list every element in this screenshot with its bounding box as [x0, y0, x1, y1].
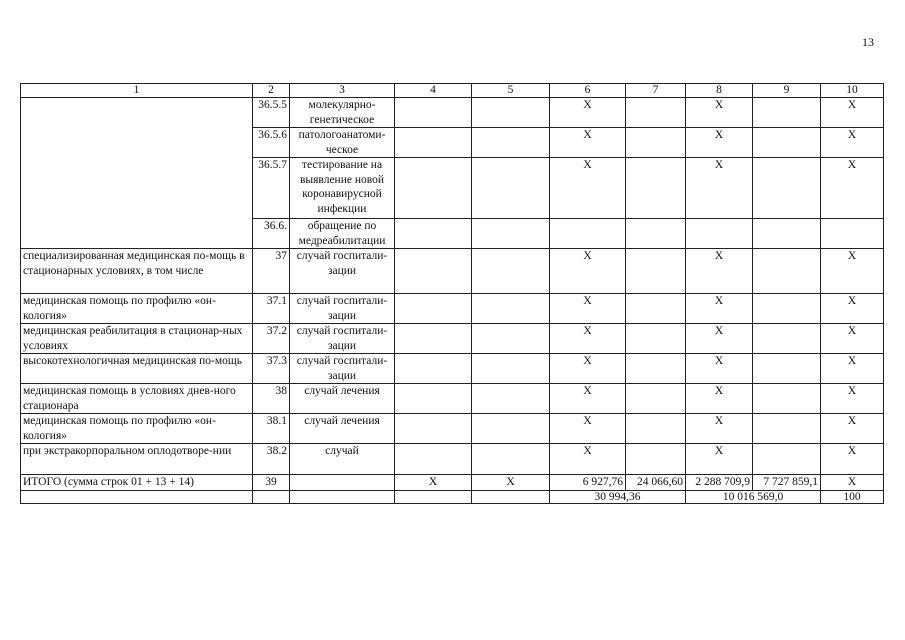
total-name: ИТОГО (сумма строк 01 + 13 + 14): [21, 475, 253, 491]
row-name: [21, 98, 253, 249]
row-c8: X: [686, 98, 753, 128]
column-header-3: 3: [290, 84, 395, 98]
total-code: 39: [253, 475, 290, 491]
row-name: специализированная медицинская по-мощь в стационарных условиях, в том числе: [21, 249, 253, 294]
row-unit: молекулярно-генетическое: [290, 98, 395, 128]
financing-table: [20, 83, 884, 504]
summary-blank-2: [253, 490, 290, 503]
column-header-1: 1: [21, 84, 253, 98]
row-unit: обращение по медреабилитации: [290, 219, 395, 249]
row-c7: [626, 294, 686, 324]
row-c6: X: [550, 249, 626, 294]
row-unit: патологоанатоми-ческое: [290, 128, 395, 158]
row-name: медицинская помощь по профилю «он-кология»: [21, 414, 253, 444]
row-c7: [626, 444, 686, 475]
table-row: [21, 414, 884, 444]
row-c8: X: [686, 294, 753, 324]
total-unit: [290, 475, 395, 491]
row-c4: [395, 249, 472, 294]
row-c5: [472, 294, 550, 324]
row-code: 37.1: [253, 294, 290, 324]
row-code: 38.2: [253, 444, 290, 475]
row-unit: случай: [290, 444, 395, 475]
row-name: медицинская помощь в условиях днев-ного стационара: [21, 384, 253, 414]
row-c4: [395, 354, 472, 384]
row-c10: X: [821, 128, 884, 158]
row-name: высокотехнологичная медицинская по-мощь: [21, 354, 253, 384]
table-row: [21, 294, 884, 324]
row-name: при экстракорпоральном оплодотворе-нии: [21, 444, 253, 475]
row-c10: X: [821, 98, 884, 128]
row-c5: [472, 384, 550, 414]
row-c9: [753, 98, 821, 128]
row-c6: X: [550, 98, 626, 128]
row-c9: [753, 219, 821, 249]
row-code: 37.3: [253, 354, 290, 384]
table-row: [21, 249, 884, 294]
row-c8: X: [686, 354, 753, 384]
total-c9: 7 727 859,1: [753, 475, 821, 491]
column-header-8: 8: [686, 84, 753, 98]
row-c7: [626, 128, 686, 158]
total-c4: X: [395, 475, 472, 491]
row-c8: [686, 219, 753, 249]
row-c6: X: [550, 294, 626, 324]
table-row: [21, 384, 884, 414]
row-c7: [626, 384, 686, 414]
row-code: 38.1: [253, 414, 290, 444]
row-c7: [626, 414, 686, 444]
table-row: [21, 444, 884, 475]
row-c10: X: [821, 354, 884, 384]
row-code: 36.5.5: [253, 98, 290, 128]
total-c7: 24 066,60: [626, 475, 686, 491]
column-header-2: 2: [253, 84, 290, 98]
summary-sum-8-9: 10 016 569,0: [686, 490, 821, 503]
row-unit: случай госпитали-зации: [290, 324, 395, 354]
row-c7: [626, 354, 686, 384]
row-name: медицинская помощь по профилю «он-кология»: [21, 294, 253, 324]
column-header-7: 7: [626, 84, 686, 98]
row-c7: [626, 249, 686, 294]
row-c5: [472, 414, 550, 444]
row-c5: [472, 249, 550, 294]
row-c5: [472, 219, 550, 249]
row-c4: [395, 294, 472, 324]
row-code: 37: [253, 249, 290, 294]
row-c6: X: [550, 444, 626, 475]
total-c10: X: [821, 475, 884, 491]
row-c6: X: [550, 324, 626, 354]
row-c8: X: [686, 444, 753, 475]
total-c6: 6 927,76: [550, 475, 626, 491]
row-c10: [821, 219, 884, 249]
row-unit: случай лечения: [290, 384, 395, 414]
total-row: [21, 475, 884, 491]
row-c6: X: [550, 128, 626, 158]
row-c4: [395, 324, 472, 354]
row-c9: [753, 324, 821, 354]
row-c5: [472, 444, 550, 475]
row-code: 36.6.: [253, 219, 290, 249]
table-row: [21, 324, 884, 354]
summary-sum-6-7: 30 994,36: [550, 490, 686, 503]
row-c4: [395, 158, 472, 219]
row-unit: тестирование на выявление новой коронавирусной инфекции: [290, 158, 395, 219]
row-c6: X: [550, 354, 626, 384]
row-c7: [626, 98, 686, 128]
row-c6: X: [550, 158, 626, 219]
row-unit: случай госпитали-зации: [290, 354, 395, 384]
row-c10: X: [821, 444, 884, 475]
row-c4: [395, 414, 472, 444]
row-c5: [472, 324, 550, 354]
column-header-4: 4: [395, 84, 472, 98]
row-c4: [395, 444, 472, 475]
row-c5: [472, 354, 550, 384]
row-c4: [395, 128, 472, 158]
table-row: [21, 354, 884, 384]
row-c5: [472, 98, 550, 128]
row-c10: X: [821, 324, 884, 354]
row-c9: [753, 354, 821, 384]
header-row: [21, 84, 884, 98]
row-c4: [395, 219, 472, 249]
row-c6: X: [550, 384, 626, 414]
row-c8: X: [686, 384, 753, 414]
row-unit: случай лечения: [290, 414, 395, 444]
row-c7: [626, 158, 686, 219]
row-c8: X: [686, 414, 753, 444]
page-number: 13: [862, 35, 874, 49]
row-c5: [472, 158, 550, 219]
row-c10: X: [821, 158, 884, 219]
row-c9: [753, 384, 821, 414]
row-c8: X: [686, 158, 753, 219]
row-unit: случай госпитали-зации: [290, 294, 395, 324]
row-code: 36.5.6: [253, 128, 290, 158]
row-c5: [472, 128, 550, 158]
total-c8: 2 288 709,9: [686, 475, 753, 491]
summary-blank-5: [472, 490, 550, 503]
column-header-10: 10: [821, 84, 884, 98]
column-header-5: 5: [472, 84, 550, 98]
row-name: медицинская реабилитация в стационар-ных условиях: [21, 324, 253, 354]
row-c9: [753, 444, 821, 475]
row-code: 36.5.7: [253, 158, 290, 219]
row-c6: X: [550, 414, 626, 444]
row-c4: [395, 98, 472, 128]
summary-blank-1: [21, 490, 253, 503]
summary-blank-3: [290, 490, 395, 503]
total-c5: X: [472, 475, 550, 491]
row-c9: [753, 414, 821, 444]
row-c10: X: [821, 414, 884, 444]
table-row: [21, 98, 884, 128]
row-c7: [626, 324, 686, 354]
summary-c10: 100: [821, 490, 884, 503]
row-c8: X: [686, 324, 753, 354]
row-c10: X: [821, 294, 884, 324]
row-c10: X: [821, 384, 884, 414]
row-c9: [753, 294, 821, 324]
row-c7: [626, 219, 686, 249]
row-c9: [753, 128, 821, 158]
summary-blank-4: [395, 490, 472, 503]
row-code: 38: [253, 384, 290, 414]
row-c8: X: [686, 249, 753, 294]
row-c10: X: [821, 249, 884, 294]
row-c6: [550, 219, 626, 249]
row-c9: [753, 158, 821, 219]
row-c8: X: [686, 128, 753, 158]
row-c9: [753, 249, 821, 294]
column-header-9: 9: [753, 84, 821, 98]
row-c4: [395, 384, 472, 414]
row-code: 37.2: [253, 324, 290, 354]
summary-row: [21, 490, 884, 503]
row-unit: случай госпитали-зации: [290, 249, 395, 294]
column-header-6: 6: [550, 84, 626, 98]
